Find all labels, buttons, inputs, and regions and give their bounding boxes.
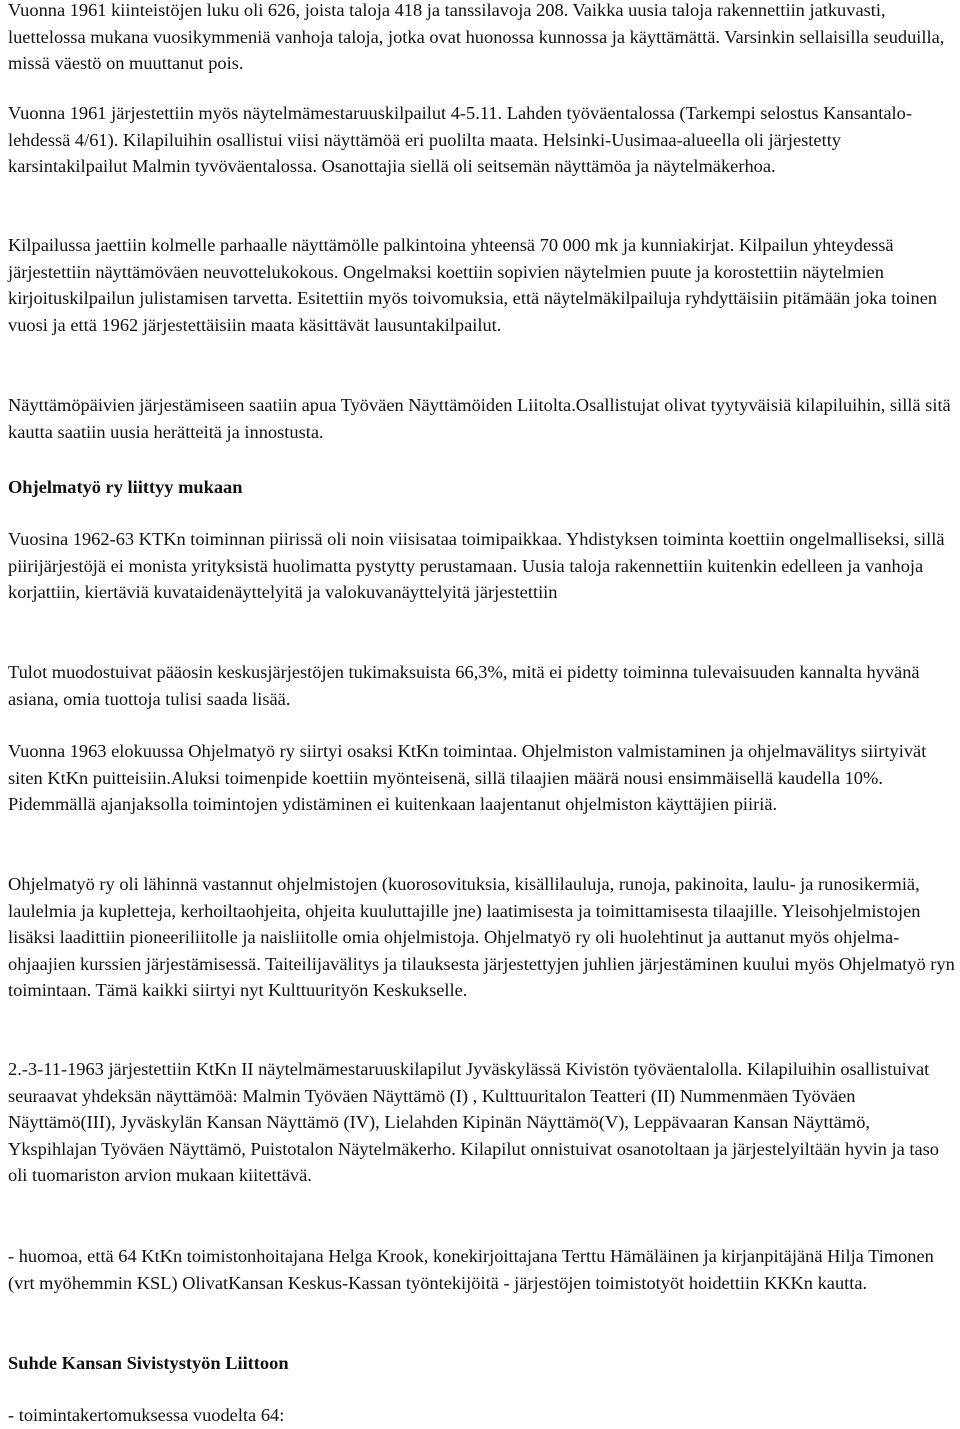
heading-suhde-ksl: Suhde Kansan Sivistystyön Liittoon [8, 1353, 289, 1373]
paragraph-vuonna-1963: Vuonna 1963 elokuussa Ohjelmatyö ry siirtyi osaksi KtKn toimintaa. Ohjelmiston valmistaminen ja ohjelmavälitys siirtyivät siten KtKn puitteisiin.Aluksi toimenpide koettiin myönteisenä, sillä tilaajien määrä nousi ensimmäisellä kaudella 10%. Pidemmällä ajanjaksolla toimintojen ydistäminen ei kuitenkaan laajentanut ohjelmiston käyttäjien piiriä. [8, 741, 927, 815]
paragraph-1961-kiinteistot: Vuonna 1961 kiinteistöjen luku oli 626, joista taloja 418 ja tanssilavoja 208. Vaikka uusia taloja rakennettiin jatkuvasti, luettelossa mukana vuosikymmeniä vanhoja taloja, jotka ovat huonossa kunnossa ja käyttämättä. Varsinkin sellaisilla seuduilla, missä väestö on muuttanut pois. [8, 0, 945, 74]
paragraph-nayttamopaivat: Näyttämöpäivien järjestämiseen saatiin apua Työväen Näyttämöiden Liitolta.Osallistujat olivat tyytyväisiä kilapiluihin, sillä sitä kautta saatiin uusia herätteitä ja innostusta. [8, 395, 951, 442]
paragraph-tulot: Tulot muodostuivat pääosin keskusjärjestöjen tukimaksuista 66,3%, mitä ei pidetty toiminna tulevaisuuden kannalta hyvänä asiana, omia tuottoja tulisi saada lisää. [8, 662, 920, 709]
paragraph-vuosina-1962-63: Vuosina 1962-63 KTKn toiminnan piirissä oli noin viisisataa toimipaikkaa. Yhdistyksen toiminta koettiin ongelmalliseksi, sillä piirijärjestöjä ei monista yrityksistä huolimatta pystytty perustamaan. Uusia taloja rakennettiin kuitenkin edelleen ja vanhoja korjattiin, kiertäviä kuvataidenäyttelyitä ja valokuvanäyttelyitä järjestettiin [8, 529, 945, 603]
paragraph-kilpailun-palkinnot: Kilpailussa jaettiin kolmelle parhaalle näyttämölle palkintoina yhteensä 70 000 mk ja kunniakirjat. Kilpailun yhteydessä järjestettiin näyttämöväen neuvottelukokous. Ongelmaksi koettiin sopivien näytelmien puute ja korostettiin näytelmien kirjoituskilpailun julistamisen tarvetta. Esitettiin myös toivomuksia, että näytelmäkilpailuja ryhdyttäisiin pitämään joka toinen vuosi ja että 1962 järjestettäisiin maata käsittävät lausuntakilpailut. [8, 235, 938, 335]
paragraph-toimintakertomus-64: - toimintakertomuksessa vuodelta 64: [8, 1405, 285, 1425]
paragraph-naytelmamestaruus-1961: Vuonna 1961 järjestettiin myös näytelmämestaruuskilpailut 4-5.11. Lahden työväentalossa (Tarkempi selostus Kansantalo-lehdessä 4/61). Kilapiluihin osallistui viisi näyttämöä eri puolilta maata. Helsinki-Uusimaa-alueella oli järjestetty karsintakilpailut Malmin tyvöväentalossa. Osanottajia siellä oli seitsemän näyttämöa ja näytelmäkerhoa. [8, 103, 912, 177]
paragraph-huomioita-64: - huomoa, että 64 KtKn toimistonhoitajana Helga Krook, konekirjoittajana Terttu Hämäläinen ja kirjanpitäjänä Hilja Timonen (vrt myöhemmin KSL) OlivatKansan Keskus-Kassan työntekijöitä - järjestöjen toimistotyöt hoidettiin KKKn kautta. [8, 1246, 934, 1293]
paragraph-kilpailut-1963: 2.-3-11-1963 järjestettiin KtKn II näytelmämestaruuskilapilut Jyväskylässä Kivistön työväentalolla. Kilapiluihin osallistuivat seuraavat yhdeksän näyttämöä: Malmin Työväen Näyttämö (I) , Kulttuuritalon Teatteri (II) Nummenmäen Työväen Näyttämö(III), Jyväskylän Kansan Näyttämö (IV), Lielahden Kipinän Näyttämö(V), Leppävaaran Kansan Näyttämö, Ykspihlajan Työväen Näyttämö, Puistotalon Näytelmäkerho. Kilapilut onnistuivat osanotoltaan ja järjestelyiltään hyvin ja taso oli tuomariston arvion mukaan kiitettävä. [8, 1059, 939, 1186]
paragraph-ohjelmatyo-tehtavat: Ohjelmatyö ry oli lähinnä vastannut ohjelmistojen (kuorosovituksia, kisällilauluja, runoja, pakinoita, laulu- ja runosikermiä, laulelmia ja kupletteja, kerhoiltaohjeita, ohjeita kuuluttajille jne) laatimisesta ja toimittamisesta tilaajille. Yleisohjelmistojen lisäksi laadittiin pioneeriliitolle ja naisliitolle omia ohjelmistoja. Ohjelmatyö ry oli huolehtinut ja auttanut myös ohjelma-ohjaajien kurssien järjestämisessä. Taiteilijavälitys ja tilauksesta järjestettyjen juhlien järjestäminen kuului myös Ohjelmatyö ryn toimintaan. Tämä kaikki siirtyi nyt Kulttuurityön Keskukselle. [8, 874, 955, 1001]
heading-ohjelmatyo: Ohjelmatyö ry liittyy mukaan [8, 477, 243, 497]
